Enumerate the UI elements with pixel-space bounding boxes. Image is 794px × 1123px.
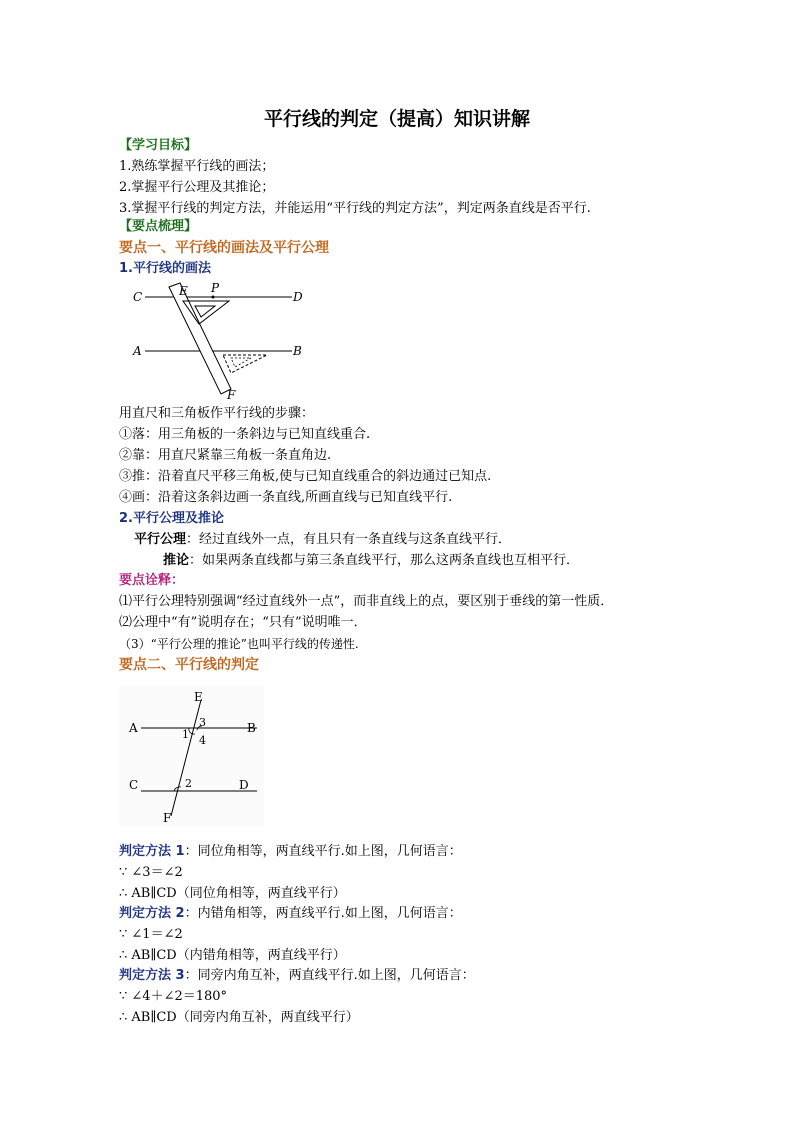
ruler-triangle-figure [127,281,317,401]
goal-item: 1.熟练掌握平行线的画法； [119,159,275,174]
transversal-figure [119,686,264,826]
method-3-therefore: ∴ AB∥CD（同旁内角互补，两直线平行） [119,1010,359,1025]
label-d: D [239,778,249,792]
goal-item: 2.掌握平行公理及其推论； [119,180,275,195]
step-item: ④画：沿着这条斜边画一条直线,所画直线与已知直线平行. [119,490,453,505]
method-text: ：同旁内角互补，两直线平行.如上图，几何语言： [184,968,475,983]
point-p [212,296,215,299]
corollary-text: ：如果两条直线都与第三条直线平行，那么这两条直线也互相平行． [189,553,580,568]
axiom-label: 平行公理 [134,532,187,547]
label-f: F [163,811,172,825]
label-a: A [129,721,138,735]
label-angle-2: 2 [185,777,192,790]
point2-heading: 要点二、平行线的判定 [119,657,259,673]
label-b: B [293,344,302,358]
label-angle-4: 4 [199,734,206,747]
learning-goals-heading: 【学习目标】 [119,138,198,153]
label-c: C [129,778,139,792]
point1-sub1-heading: 1.平行线的画法 [119,261,211,276]
method-2-because: ∵ ∠1＝∠2 [119,927,183,942]
method-2 [119,905,462,923]
axiom-text: ：经过直线外一点，有且只有一条直线与这条直线平行． [186,532,512,547]
point1-sub2-heading: 2.平行公理及推论 [119,511,224,526]
label-a: A [133,344,142,358]
dashed-triangle-inner-shape [231,358,251,367]
label-b: B [247,721,256,735]
label-d: D [293,290,303,304]
step-item: ③推：沿着直尺平移三角板,使与已知直线重合的斜边通过已知点. [119,469,492,484]
transversal-ef [171,700,201,816]
label-c: C [133,290,143,304]
note-item: （3）“平行公理的推论”也叫平行线的传递性. [119,637,359,651]
step-item: ①落：用三角板的一条斜边与已知直线重合. [119,427,371,442]
note-item: ⑵公理中“有”说明存在；“只有”说明唯一． [119,615,367,630]
label-e: E [194,690,203,704]
point1-heading: 要点一、平行线的画法及平行公理 [119,240,329,256]
method-text: ：同位角相等，两直线平行.如上图，几何语言： [184,844,462,859]
method-2-therefore: ∴ AB∥CD（内错角相等，两直线平行） [119,948,346,963]
label-angle-3: 3 [199,716,206,729]
method-1-because: ∵ ∠3＝∠2 [119,865,183,880]
method-1 [119,843,462,861]
page-title: 平行线的判定（提高）知识讲解 [263,108,530,130]
notes-heading: 要点诠释： [119,573,185,588]
method-label: 判定方法 2 [119,906,185,921]
corollary-label: 推论 [163,553,190,568]
method-3 [119,967,475,985]
triangle-inner-shape [195,306,215,317]
method-1-therefore: ∴ AB∥CD（同位角相等，两直线平行） [119,886,346,901]
method-text: ：内错角相等，两直线平行.如上图，几何语言： [184,906,462,921]
label-e: E [179,284,188,298]
label-p: P [211,281,220,295]
corollary-line [163,552,579,570]
steps-intro: 用直尺和三角板作平行线的步骤： [119,406,315,421]
step-item: ②靠：用直尺紧靠三角板一条直角边. [119,448,332,463]
label-angle-1: 1 [182,728,189,741]
method-label: 判定方法 1 [119,844,185,859]
label-f: F [227,388,236,401]
method-label: 判定方法 3 [119,968,185,983]
ruler-shape [169,283,231,394]
method-3-because: ∵ ∠4＋∠2＝180° [119,989,228,1004]
goal-item: 3.掌握平行线的判定方法，并能运用“平行线的判定方法”，判定两条直线是否平行. [119,201,591,216]
note-item: ⑴平行公理特别强调“经过直线外一点”，而非直线上的点，要区别于垂线的第一性质． [119,594,614,609]
axiom-line [134,531,511,549]
summary-heading: 【要点梳理】 [119,219,198,234]
